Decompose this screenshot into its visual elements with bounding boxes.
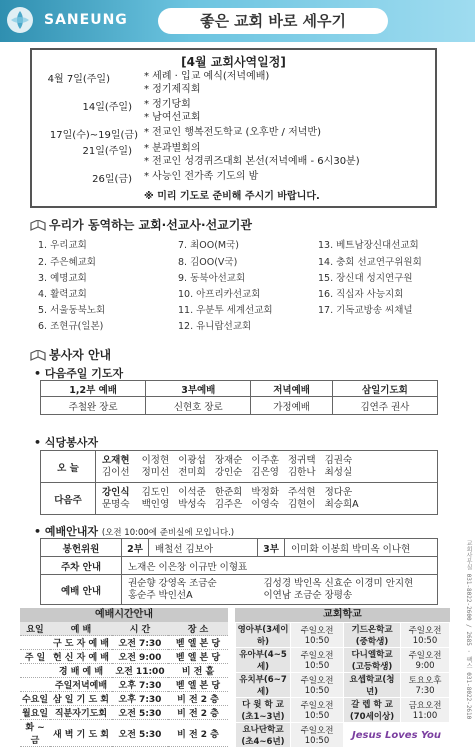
table-cell: 주철완 장로 xyxy=(41,397,146,415)
volunteer-name: 정미선 xyxy=(141,466,170,478)
table-cell: 토요오후 7:30 xyxy=(401,673,450,698)
volunteer-name: 강인순 xyxy=(214,466,243,478)
table-cell: 주일오전 10:50 xyxy=(401,623,450,648)
table-cell: 오후 7:30 xyxy=(112,678,168,692)
church-school-box xyxy=(235,608,450,748)
schedule-item: * 정기당회 xyxy=(144,99,191,110)
volunteer-name: 전미희 xyxy=(178,466,206,478)
sidebar-contact-text: 교회사무실 031-8022-2600 / 2685 · 팩스 031-8022-2610 xyxy=(465,540,472,720)
volunteers-heading xyxy=(30,346,111,363)
table-cell: 갈 렙 학 교 (70세이상) xyxy=(344,698,401,723)
volunteer-name: 이석준 xyxy=(178,486,206,498)
table-cell: 벧 엘 본 당 xyxy=(168,636,228,650)
volunteer-name: 이영숙 xyxy=(251,498,279,510)
volunteer-name: 백인영 xyxy=(141,498,170,510)
table-cell: 새 벽 기 도 회 xyxy=(50,720,112,747)
volunteer-name: 오재현 xyxy=(102,454,130,466)
volunteer-name: 김은영 xyxy=(251,466,279,478)
org-item: 15. 장신대 성지연구원 xyxy=(318,273,413,284)
ushers-part: 2부 xyxy=(122,539,149,557)
service-times-title: 예배시간안내 xyxy=(20,608,228,622)
table-cell: 수요일 xyxy=(20,692,50,706)
volunteer-name: 김이선 xyxy=(102,466,130,478)
table-cell: 기드온학교 (중학생) xyxy=(344,623,401,648)
table-cell: 직분자기도회 xyxy=(50,706,112,720)
volunteer-name: 김현이 xyxy=(288,498,316,510)
jesus-loves-you-text: Jesus Loves You xyxy=(344,723,450,748)
table-cell: 주일오전 10:50 xyxy=(291,623,344,648)
table-cell: 오전 9:00 xyxy=(112,650,168,664)
ushers-label: 주차 안내 xyxy=(41,557,122,575)
org-item: 2. 주은혜교회 xyxy=(38,257,96,268)
volunteer-name: 김한나 xyxy=(288,466,316,478)
table-cell xyxy=(20,636,50,650)
volunteer-name: 박성숙 xyxy=(178,498,206,510)
table-cell: 주일오전 9:00 xyxy=(401,648,450,673)
org-item: 5. 서울동북노회 xyxy=(38,305,106,316)
ushers-table xyxy=(40,538,438,605)
table-cell: 영아부(3세이하) xyxy=(236,623,291,648)
volunteers-title: 봉사자 안내 xyxy=(49,348,112,362)
table-cell: 금요오전 11:00 xyxy=(401,698,450,723)
org-item: 10. 아프리카선교회 xyxy=(178,289,261,300)
org-item: 1. 우리교회 xyxy=(38,240,87,251)
table-cell: 주일오전 10:50 xyxy=(291,698,344,723)
table-cell: 가정예배 xyxy=(251,397,332,415)
schedule-date: 14일(주일) xyxy=(82,102,132,113)
ushers-label: 봉헌위원 xyxy=(41,539,122,557)
table-cell: 삼 일 기 도 회 xyxy=(50,692,112,706)
volunteer-name: 한준희 xyxy=(214,486,243,498)
table-header: 장 소 xyxy=(168,622,228,636)
table-cell: 다니엘학교 (고등학생) xyxy=(344,648,401,673)
schedule-box xyxy=(30,48,437,208)
schedule-title: [4월 교회사역일정] xyxy=(181,55,286,69)
next-prayer-table xyxy=(40,380,438,415)
volunteer-name: 정귀택 xyxy=(288,454,316,466)
table-cell: 주일오전 10:50 xyxy=(291,723,344,748)
org-item: 6. 조현규(일본) xyxy=(38,321,104,332)
volunteer-name: 이주훈 xyxy=(251,454,279,466)
table-cell: 주일오전 10:50 xyxy=(291,648,344,673)
table-cell: 비 전 홀 xyxy=(168,664,228,678)
schedule-item: * 정기제직회 xyxy=(144,84,201,95)
table-cell: 비 전 2 층 xyxy=(168,692,228,706)
schedule-date: 26일(금) xyxy=(92,174,132,185)
org-item: 16. 직십자 사능지회 xyxy=(318,289,404,300)
table-cell: 화 ~ 금 xyxy=(20,720,50,747)
org-item: 13. 베트남장신대선교회 xyxy=(318,240,419,251)
org-item: 4. 활력교회 xyxy=(38,289,87,300)
volunteer-name: 이정현 xyxy=(141,454,170,466)
volunteer-name: 정다운 xyxy=(324,486,353,498)
schedule-item: * 전교인 성경퀴즈대회 본선(저녁예배 - 6시30분) xyxy=(144,156,360,167)
table-header: 삼일기도회 xyxy=(332,381,437,397)
volunteer-name: 강인식 xyxy=(102,486,130,498)
org-item: 9. 동북아선교회 xyxy=(178,273,246,284)
table-cell: 오전 7:30 xyxy=(112,636,168,650)
schedule-date: 4월 7일(주일) xyxy=(47,74,110,85)
table-cell: 신현호 장로 xyxy=(146,397,251,415)
table-cell: 벧 엘 본 당 xyxy=(168,650,228,664)
service-times-box xyxy=(20,608,228,748)
table-cell: 유아부(4~5세) xyxy=(236,648,291,673)
ushers-names: 이연남 조금순 장평송 xyxy=(263,589,353,601)
table-cell: 오전 11:00 xyxy=(112,664,168,678)
ushers-label: 예배 안내 xyxy=(41,575,122,605)
schedule-item: * 분과별회의 xyxy=(144,143,201,154)
ushers-heading: • 예배안내자 (오전 10:00에 준비실에 모입니다.) xyxy=(34,525,235,538)
table-cell: 경 배 예 배 xyxy=(50,664,112,678)
church-logo-icon xyxy=(6,6,34,34)
schedule-item: * 남여선교회 xyxy=(144,112,201,123)
brand-name: SANEUNG xyxy=(44,12,128,28)
ushers-names: 노재은 이은창 이규만 이형표 xyxy=(122,557,438,575)
org-item: 3. 예명교회 xyxy=(38,273,87,284)
table-cell: 오전 5:30 xyxy=(112,706,168,720)
table-cell xyxy=(20,664,50,678)
table-cell: 벧 엘 본 당 xyxy=(168,678,228,692)
next-prayer-title: 다음주일 기도자 xyxy=(44,367,124,380)
volunteer-name: 김주은 xyxy=(214,498,243,510)
table-cell: 요나단학교 (초4~6년) xyxy=(236,723,291,748)
table-cell: 구 도 자 예 배 xyxy=(50,636,112,650)
table-header: 요일 xyxy=(20,622,50,636)
table-cell: 다 윗 학 교 (초1~3년) xyxy=(236,698,291,723)
table-cell: 헌 신 자 예 배 xyxy=(50,650,112,664)
volunteer-name: 최승희A xyxy=(324,498,359,510)
table-cell: 비 전 2 층 xyxy=(168,720,228,747)
orgs-title: 우리가 동역하는 교회·선교사·선교기관 xyxy=(49,218,252,232)
ushers-part: 3부 xyxy=(258,539,285,557)
orgs-heading xyxy=(30,216,252,233)
table-cell: 월요일 xyxy=(20,706,50,720)
ushers-names: 이미화 이봉희 박미옥 이나현 xyxy=(285,539,438,557)
table-cell: 요셉학교(청년) xyxy=(344,673,401,698)
volunteer-name: 주석현 xyxy=(288,486,316,498)
volunteer-name: 문명숙 xyxy=(102,498,130,510)
schedule-date: 17일(수)~19일(금) xyxy=(49,130,138,141)
kitchen-label: 다음주 xyxy=(41,483,96,515)
table-cell: 비 전 2 층 xyxy=(168,706,228,720)
table-cell: 김연주 권사 xyxy=(332,397,437,415)
table-cell: 주일저녁예배 xyxy=(50,678,112,692)
church-school-title: 교회학교 xyxy=(235,608,450,622)
schedule-item: * 전교인 행복전도학교 (오후반 / 저녁반) xyxy=(144,127,321,138)
table-header: 시 간 xyxy=(112,622,168,636)
next-prayer-heading: • 다음주일 기도자 xyxy=(34,367,124,380)
table-header: 예 배 xyxy=(50,622,112,636)
schedule-date: 21일(주일) xyxy=(82,146,132,157)
schedule-item: * 세례 · 입교 예식(저녁예배) xyxy=(144,71,270,82)
table-cell xyxy=(20,678,50,692)
schedule-note: ※ 미리 기도로 준비해 주시기 바랍니다. xyxy=(144,191,320,202)
org-item: 12. 유니랍선교회 xyxy=(178,321,252,332)
table-cell: 오후 7:30 xyxy=(112,692,168,706)
volunteer-name: 김권숙 xyxy=(324,454,353,466)
table-cell: 주 일 xyxy=(20,650,50,664)
ushers-names: 권순향 강영옥 조금순 xyxy=(128,577,217,589)
org-item: 11. 우분투 세계선교회 xyxy=(178,305,273,316)
volunteer-name: 김도인 xyxy=(141,486,170,498)
kitchen-heading: • 식당봉사자 xyxy=(34,436,99,449)
org-item: 14. 충회 선교연구위원회 xyxy=(318,257,422,268)
kitchen-table xyxy=(40,450,438,515)
volunteer-name: 박정화 xyxy=(251,486,279,498)
ushers-title: 예배안내자 xyxy=(44,525,99,538)
org-item: 17. 기독교방송 씨채널 xyxy=(318,305,413,316)
volunteer-name: 장재순 xyxy=(214,454,243,466)
table-header: 3부예배 xyxy=(146,381,251,397)
page-header xyxy=(0,0,475,42)
book-icon xyxy=(30,220,46,232)
schedule-item: * 사능인 전가족 기도의 밤 xyxy=(144,171,259,182)
table-cell: 주일오전 10:50 xyxy=(291,673,344,698)
table-header: 저녁예배 xyxy=(251,381,332,397)
kitchen-title: 식당봉사자 xyxy=(44,436,99,449)
volunteer-name: 이광섭 xyxy=(178,454,206,466)
service-times-table xyxy=(20,622,228,747)
ushers-names: 홍순주 박인선A xyxy=(128,589,193,601)
org-item: 7. 최OO(M국) xyxy=(178,240,240,251)
ushers-names: 배철선 김보아 xyxy=(149,539,258,557)
ushers-names: 김성경 박인옥 신효순 이경미 안지현 xyxy=(263,577,414,589)
book-icon xyxy=(30,350,46,362)
slogan: 좋은 교회 바로 세우기 xyxy=(158,8,388,34)
church-school-table xyxy=(235,622,450,748)
table-cell: 유치부(6~7세) xyxy=(236,673,291,698)
kitchen-label: 오 늘 xyxy=(41,451,96,483)
ushers-note: (오전 10:00에 준비실에 모입니다.) xyxy=(101,528,235,538)
table-cell: 오전 5:30 xyxy=(112,720,168,747)
table-header: 1,2부 예배 xyxy=(41,381,146,397)
volunteer-name: 최성실 xyxy=(324,466,353,478)
org-item: 8. 김OO(V국) xyxy=(178,257,238,268)
